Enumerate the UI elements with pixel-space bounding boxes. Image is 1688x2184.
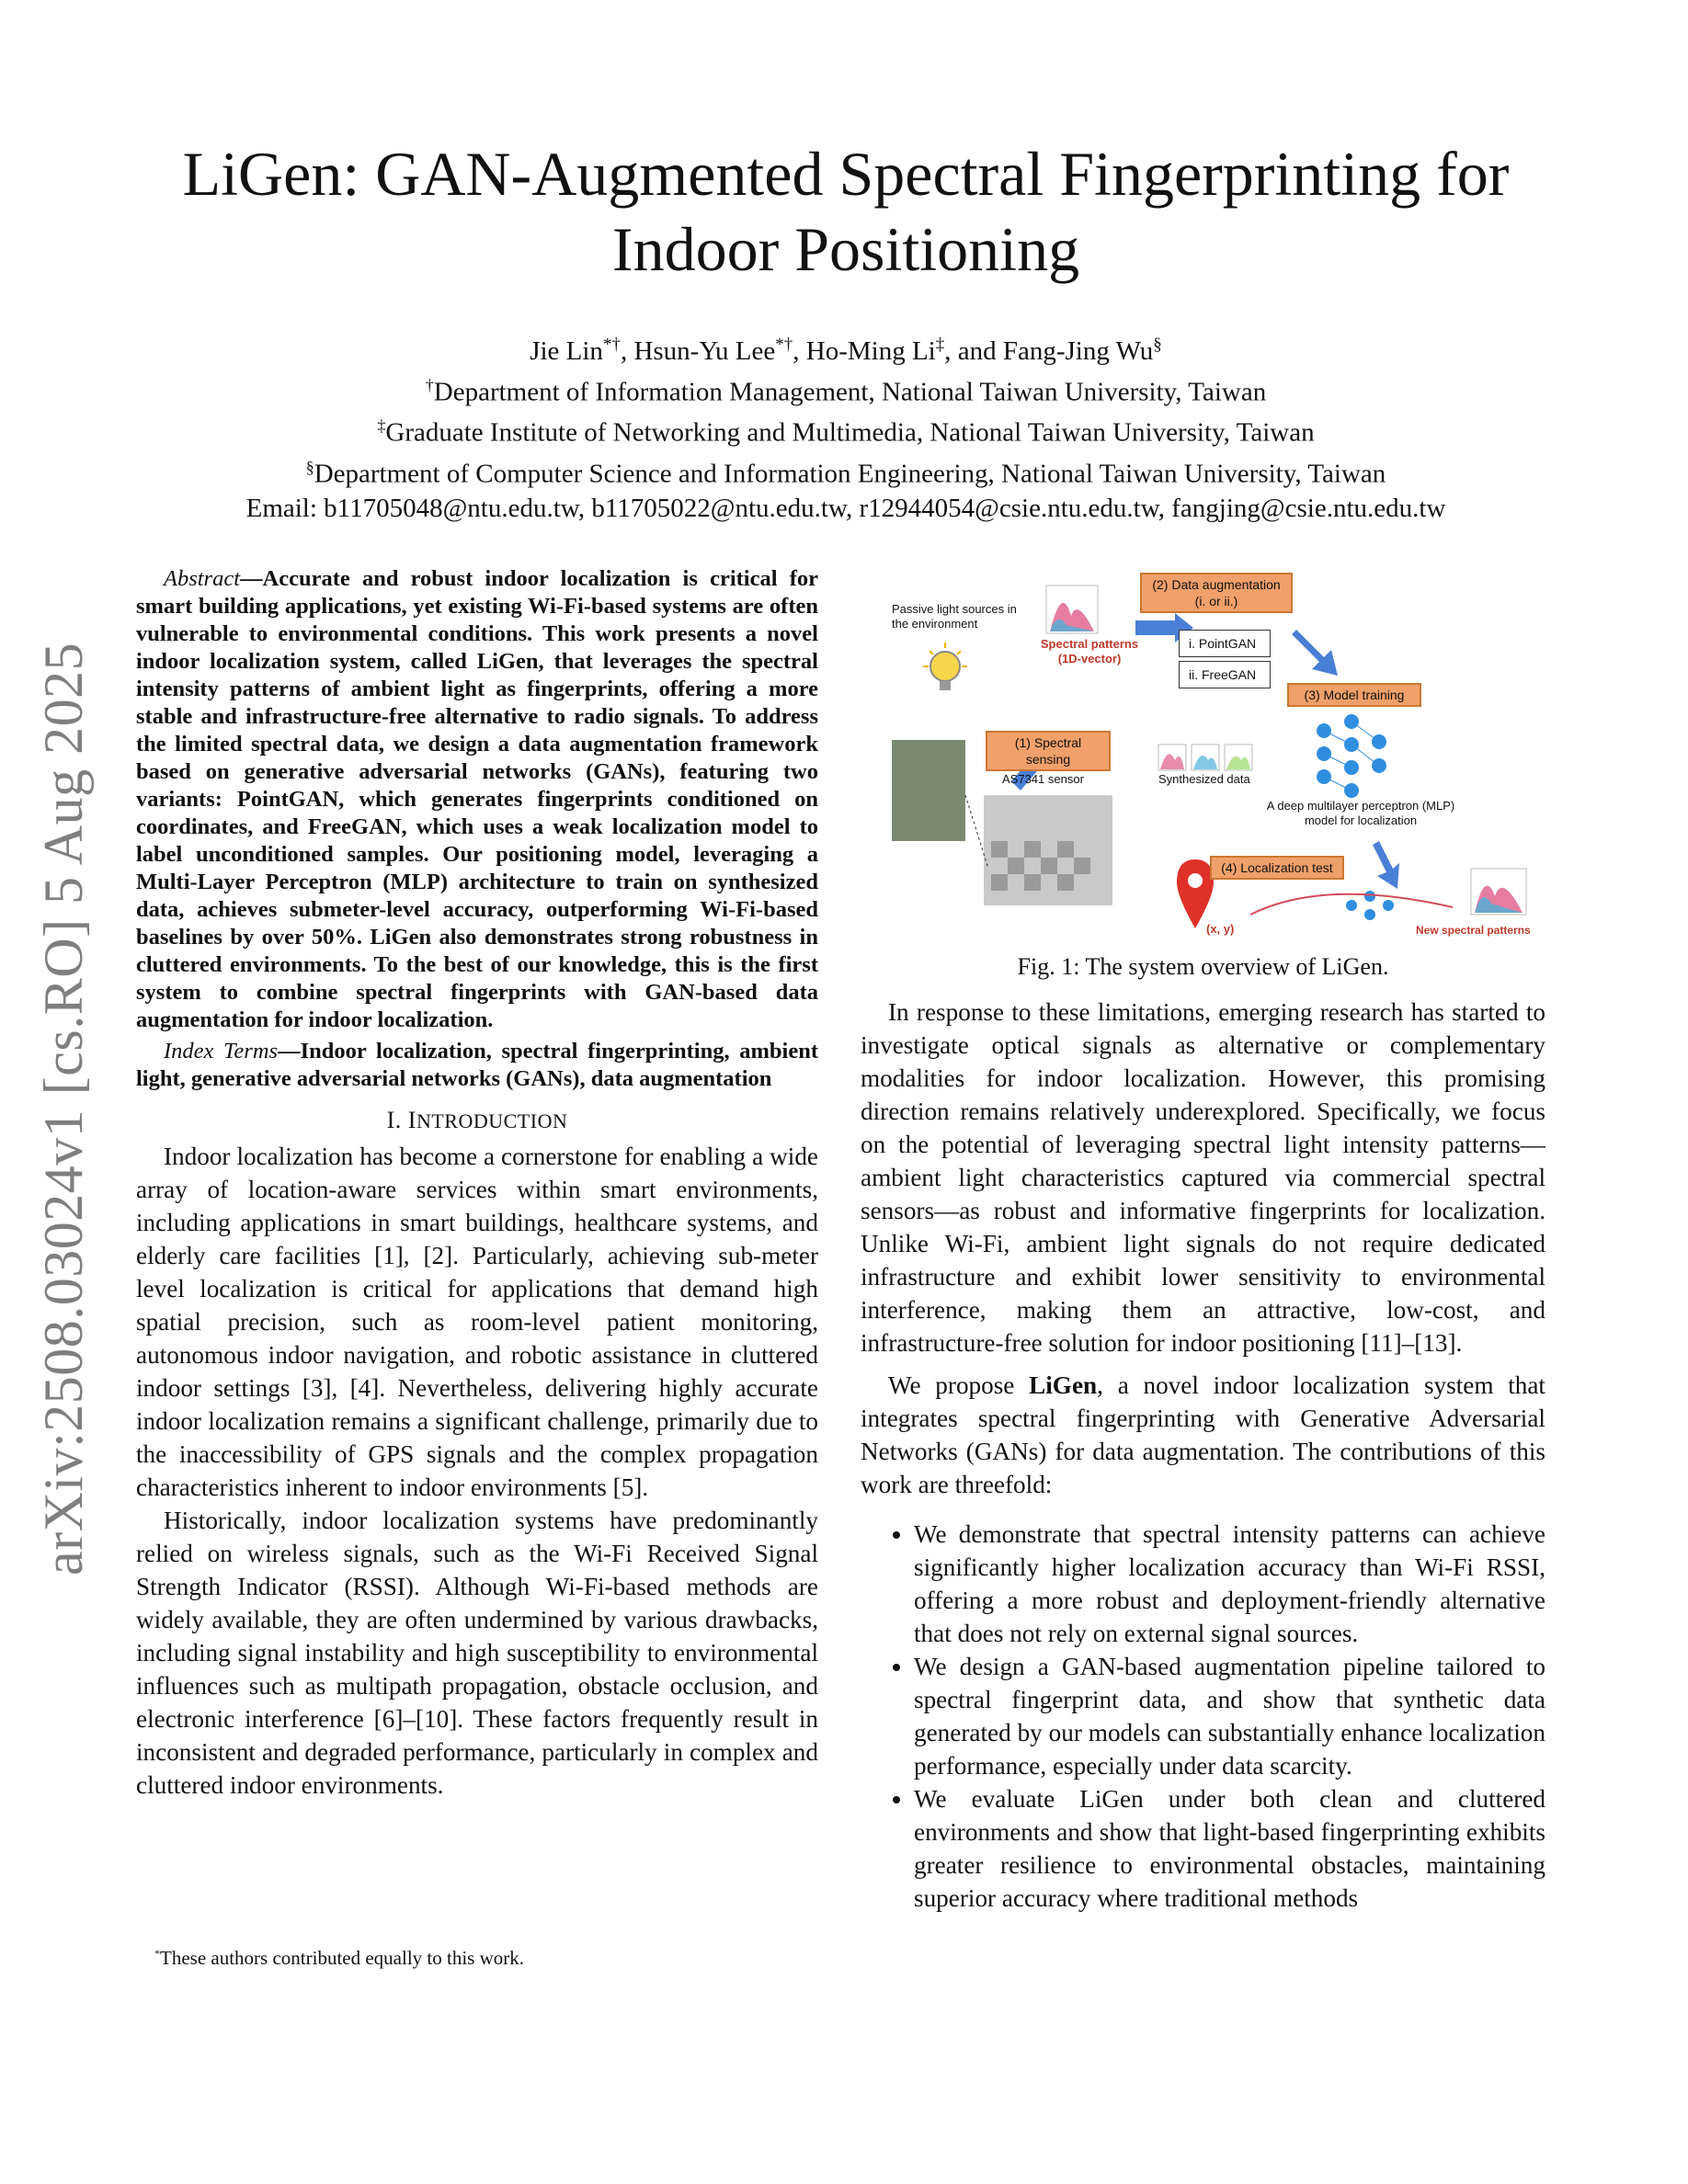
sensor-photo <box>892 740 965 841</box>
contribution-list <box>861 1518 1545 1915</box>
email-line: Email: b11705048@ntu.edu.tw, b11705022@ntu.edu.tw, r12944054@csie.ntu.edu.tw, fangjing@csie.ntu.edu.tw <box>245 493 1446 523</box>
fig-box-freegan: ii. FreeGAN <box>1179 661 1271 688</box>
author-list <box>110 327 1581 369</box>
author: Jie Lin*†, <box>530 335 634 366</box>
synthesized-data-icon <box>1158 745 1252 770</box>
fig-label-sensor: AS7341 sensor <box>1002 772 1084 786</box>
section-heading-introduction: I. INTRODUCTION <box>386 1107 568 1133</box>
affiliation: §Department of Computer Science and Information Engineering, National Taiwan University, Taiwan <box>305 457 1386 489</box>
fig-label-spectral-patterns: Spectral patterns (1D-vector) <box>1040 637 1139 665</box>
fig-label-new-patterns: New spectral patterns <box>1416 924 1531 937</box>
footnote: *These authors contributed equally to this work. <box>154 1947 524 1969</box>
paragraph: In response to these limitations, emerging research has started to investigate optical signals as alternative or complementary modalities for indoor localization. However, this promising direction remains relatively underexplored. Specifically, we focus on the potential of leveraging spectral light intensity patterns—ambient light characteristics captured via commercial spectral sensors—as robust and informative fingerprints for localization. Unlike Wi-Fi, ambient light signals do not require dedicated infrastructure and exhibit lower sensitivity to environmental interference, making them an attractive, low-cost, and infrastructure-free solution for indoor positioning [11]–[13]. <box>861 998 1545 1357</box>
new-spectral-pattern-icon <box>1471 869 1526 915</box>
light-bulb-icon <box>923 643 967 690</box>
right-column <box>861 995 1545 1915</box>
fig-label-synthesized: Synthesized data <box>1158 772 1250 786</box>
affiliation: ‡Graduate Institute of Networking and Multimedia, National Taiwan University, Taiwan <box>377 416 1315 448</box>
arxiv-side-stamp: arXiv:2508.03024v1 [cs.RO] 5 Aug 2025 <box>33 642 94 1575</box>
fig-box-pointgan: i. PointGAN <box>1179 630 1271 657</box>
index-terms: Index Terms—Indoor localization, spectral fingerprinting, ambient light, generative adversarial networks (GANs), data augmentation <box>136 1039 819 1091</box>
fig-tag-localization-test: (4) Localization test <box>1210 856 1344 880</box>
fig-label-mlp: A deep multilayer perceptron (MLP) model for localization <box>1266 799 1455 827</box>
figure-system-overview <box>883 565 1545 951</box>
paper-title: LiGen: GAN-Augmented Spectral Fingerprinting for Indoor Positioning <box>182 139 1510 284</box>
author: Fang-Jing Wu§ <box>1002 335 1162 366</box>
neural-network-edges <box>1324 722 1379 791</box>
left-column <box>136 565 818 1802</box>
affiliation: †Department of Information Management, National Taiwan University, Taiwan <box>425 375 1267 407</box>
location-pin-icon <box>1177 859 1214 928</box>
paragraph-propose: We propose LiGen, a novel indoor localization system that integrates spectral fingerprinting with Generative Adversarial Networks (GANs) for data augmentation. The contributions of this work are threefold: <box>861 1371 1545 1498</box>
list-item: • We demonstrate that spectral intensity patterns can achieve significantly higher localization accuracy than Wi-Fi RSSI, offering a more robust and deployment-friendly alternative that does not rely on external signal sources. <box>914 1518 1545 1650</box>
author: Ho-Ming Li‡, and <box>805 335 1003 366</box>
fig-label-passive-light: Passive light sources in the environment <box>892 602 1017 631</box>
fig-tag-data-augmentation: (2) Data augmentation (i. or ii.) <box>1140 573 1293 613</box>
list-item: • We design a GAN-based augmentation pipeline tailored to spectral fingerprint data, and show that synthetic data generated by our models can substantially enhance localization performance, especially under data scarcity. <box>914 1650 1545 1782</box>
spectral-pattern-icon <box>1046 586 1098 633</box>
fig-label-xy: (x, y) <box>1206 922 1235 936</box>
paragraph: Indoor localization has become a cornerstone for enabling a wide array of location-aware services within smart environments, including applications in smart buildings, healthcare systems, and elderly care facilities [1], [2]. Particularly, achieving sub-meter level localization is critical for applications that demand high spatial precision, such as room-level patient monitoring, autonomous indoor navigation, and robotic assistance in cluttered indoor settings [3], [4]. Nevertheless, delivering highly accurate indoor localization remains a significant challenge, primarily due to the inaccessibility of GPS signals and the complex propagation characteristics inherent to indoor environments [5]. <box>136 1143 818 1501</box>
abstract: Abstract—Accurate and robust indoor localization is critical for smart building applications, yet existing Wi-Fi-based systems are often vulnerable to environmental conditions. This work presents a novel indoor localization system, called LiGen, that leverages the spectral intensity patterns of ambient light as fingerprints, offering a more stable and infrastructure-free alternative to radio signals. To address the limited spectral data, we design a data augmentation framework based on generative adversarial networks (GANs), featuring two variants: PointGAN, which generates fingerprints conditioned on coordinates, and FreeGAN, which uses a weak localization model to label unconditioned samples. Our positioning model, leveraging a Multi-Layer Perceptron (MLP) architecture to train on synthesized data, achieves submeter-level accuracy, outperforming Wi-Fi-based baselines by over 50%. LiGen also demonstrates strong robustness in cluttered environments. To the best of our knowledge, this is the first system to combine spectral fingerprints with GAN-based data augmentation for indoor localization. <box>136 566 818 1032</box>
paragraph: Historically, indoor localization systems have predominantly relied on wireless signals, such as the Wi-Fi Received Signal Strength Indicator (RSSI). Although Wi-Fi-based methods are widely available, they are often undermined by various drawbacks, including signal instability and high susceptibility to environmental influences such as multipath propagation, obstacle occlusion, and electronic interference [6]–[10]. These factors frequently result in inconsistent and degraded performance, particularly in complex and cluttered indoor environments. <box>136 1507 818 1799</box>
fig-tag-spectral-sensing: (1) Spectral sensing <box>986 731 1111 771</box>
list-item: • We evaluate LiGen under both clean and cluttered environments and show that light-based fingerprinting exhibits greater resilience to environmental obstacles, maintaining superior accuracy where traditional methods <box>914 1782 1545 1915</box>
figure-caption: Fig. 1: The system overview of LiGen. <box>1017 953 1389 980</box>
fig-tag-model-training: (3) Model training <box>1287 683 1421 707</box>
author: Hsun-Yu Lee*†, <box>633 335 806 366</box>
neural-network-icon <box>1317 714 1386 798</box>
author-block <box>110 327 1581 526</box>
